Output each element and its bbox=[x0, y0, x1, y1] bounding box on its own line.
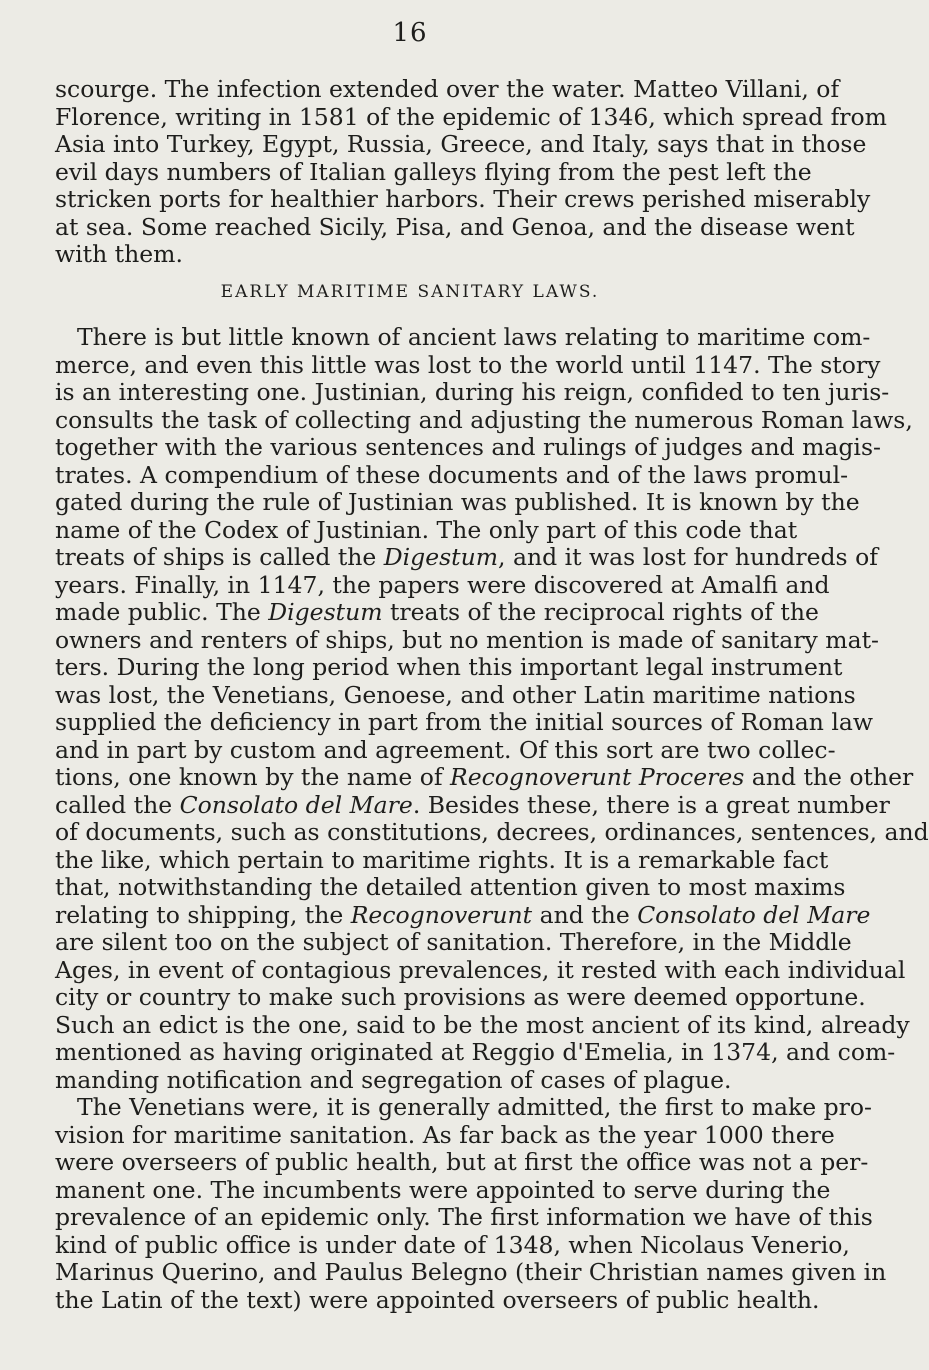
italic-term: Digestum bbox=[383, 543, 499, 571]
text-line: at sea. Some reached Sicily, Pisa, and Genoa, and the disease went bbox=[55, 212, 855, 241]
italic-term: Recognoverunt bbox=[350, 900, 533, 929]
text-line: name of the Codex of Justinian. The only part of this code that bbox=[55, 515, 798, 544]
text-line: ters. During the long period when this important legal instrument bbox=[55, 653, 843, 681]
text-line: was lost, the Venetians, Genoese, and other Latin maritime nations bbox=[55, 680, 856, 709]
italic-term: Recognoverunt Proceres bbox=[450, 763, 745, 791]
italic-term: Digestum bbox=[268, 598, 383, 626]
text-line: Ages, in event of contagious prevalences, it rested with each individual bbox=[55, 955, 906, 984]
text-line: manent one. The incumbents were appointed to serve during the bbox=[55, 1175, 831, 1204]
text-line: made public. The Digestum treats of the reciprocal rights of the bbox=[55, 598, 819, 626]
text-line: years. Finally, in 1147, the papers were discovered at Amalfi and bbox=[55, 570, 830, 599]
text-line: consults the task of collecting and adjusting the numerous Roman laws, bbox=[55, 405, 913, 434]
book-page bbox=[55, 0, 929, 1370]
text-line: Marinus Querino, and Paulus Belegno (their Christian names given in bbox=[55, 1258, 887, 1286]
text-line: called the Consolato del Mare. Besides these, there is a great number bbox=[55, 790, 890, 819]
text-line: trates. A compendium of these documents and of the laws promul- bbox=[55, 460, 849, 489]
text-line: manding notification and segregation of cases of plague. bbox=[55, 1065, 732, 1094]
text-line: city or country to make such provisions as were deemed opportune. bbox=[55, 983, 866, 1011]
text-line: merce, and even this little was lost to the world until 1147. The story bbox=[55, 350, 881, 379]
text-line: Such an edict is the one, said to be the most ancient of its kind, already bbox=[55, 1010, 910, 1039]
text-line: is an interesting one. Justinian, during his reign, confided to ten juris- bbox=[55, 378, 890, 406]
text-line: the like, which pertain to maritime rights. It is a remarkable fact bbox=[55, 845, 829, 874]
text-line: treats of ships is called the Digestum, and it was lost for hundreds of bbox=[55, 543, 878, 571]
text-line: vision for maritime sanitation. As far back as the year 1000 there bbox=[55, 1120, 835, 1149]
text-line: Florence, writing in 1581 of the epidemic of 1346, which spread from bbox=[55, 102, 887, 131]
paragraph-maritime-laws bbox=[55, 323, 929, 1094]
text-line: owners and renters of ships, but no mention is made of sanitary mat- bbox=[55, 625, 879, 654]
text-line: tions, one known by the name of Recognoverunt Proceres and the other bbox=[55, 763, 914, 791]
text-line: mentioned as having originated at Reggio d'Emelia, in 1374, and com- bbox=[55, 1038, 896, 1066]
section-heading: EARLY MARITIME SANITARY LAWS. bbox=[220, 281, 600, 302]
text-line: Asia into Turkey, Egypt, Russia, Greece, and Italy, says that in those bbox=[55, 130, 867, 158]
text-line: evil days numbers of Italian galleys flying from the pest left the bbox=[55, 157, 812, 186]
paragraph-venetians bbox=[55, 1093, 887, 1314]
text-line: prevalence of an epidemic only. The first information we have of this bbox=[55, 1203, 873, 1231]
text-line: with them. bbox=[55, 240, 183, 268]
text-line: supplied the deficiency in part from the initial sources of Roman law bbox=[55, 708, 874, 736]
text-line: The Venetians were, it is generally admitted, the first to make pro- bbox=[77, 1093, 872, 1121]
text-line: together with the various sentences and rulings of judges and magis- bbox=[55, 433, 881, 461]
text-line: of documents, such as constitutions, decrees, ordinances, sentences, and bbox=[55, 818, 929, 846]
text-line: gated during the rule of Justinian was published. It is known by the bbox=[55, 488, 860, 516]
paragraph-continuation bbox=[55, 75, 887, 269]
text-line: relating to shipping, the Recognoverunt and the Consolato del Mare bbox=[55, 900, 871, 929]
text-line: the Latin of the text) were appointed overseers of public health. bbox=[55, 1285, 820, 1314]
text-line: stricken ports for healthier harbors. Their crews perished miserably bbox=[55, 185, 871, 213]
italic-term: Consolato del Mare bbox=[179, 790, 413, 819]
text-line: kind of public office is under date of 1348, when Nicolaus Venerio, bbox=[55, 1230, 850, 1259]
page-number: 16 bbox=[392, 18, 428, 48]
text-line: were overseers of public health, but at first the office was not a per- bbox=[55, 1148, 869, 1176]
text-line: are silent too on the subject of sanitation. Therefore, in the Middle bbox=[55, 928, 852, 956]
text-line: There is but little known of ancient laws relating to maritime com- bbox=[77, 323, 871, 351]
italic-term: Consolato del Mare bbox=[637, 900, 871, 929]
body-text bbox=[55, 75, 929, 1314]
text-line: that, notwithstanding the detailed attention given to most maxims bbox=[55, 873, 846, 901]
text-line: scourge. The infection extended over the water. Matteo Villani, of bbox=[55, 75, 840, 103]
text-line: and in part by custom and agreement. Of this sort are two collec- bbox=[55, 735, 836, 764]
